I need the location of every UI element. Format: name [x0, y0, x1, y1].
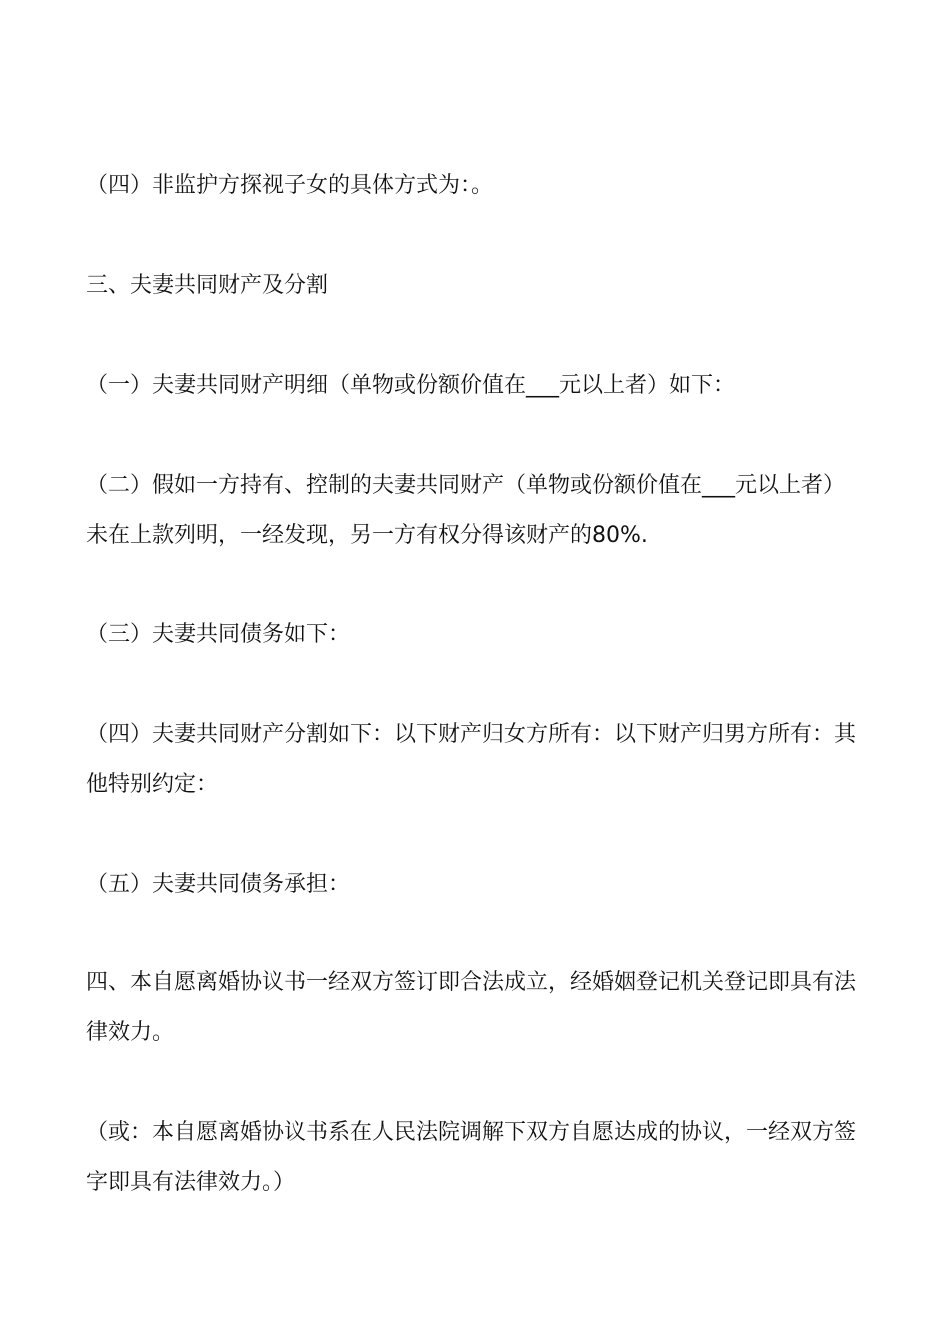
section-heading-joint-property: 三、夫妻共同财产及分割	[86, 273, 329, 298]
clause-court-mediation-alternative: （或：本自愿离婚协议书系在人民法院调解下双方自愿达成的协议，一经双方签字即具有法律效力。）	[86, 1120, 857, 1195]
clause-debt-bearing: （五）夫妻共同债务承担：	[86, 872, 351, 897]
clause-undisclosed-property: （二）假如一方持有、控制的夫妻共同财产（单物或份额价值在___元以上者）未在上款列明，一经发现，另一方有权分得该财产的80%.	[86, 473, 846, 548]
clause-property-list: （一）夫妻共同财产明细（单物或份额价值在___元以上者）如下：	[86, 373, 736, 398]
clause-visitation-method: （四）非监护方探视子女的具体方式为：。	[86, 173, 494, 198]
clause-joint-debts: （三）夫妻共同债务如下：	[86, 622, 351, 647]
section-effectiveness: 四、本自愿离婚协议书一经双方签订即合法成立，经婚姻登记机关登记即具有法律效力。	[86, 970, 857, 1045]
clause-property-division: （四）夫妻共同财产分割如下：以下财产归女方所有：以下财产归男方所有：其他特别约定：	[86, 722, 857, 797]
